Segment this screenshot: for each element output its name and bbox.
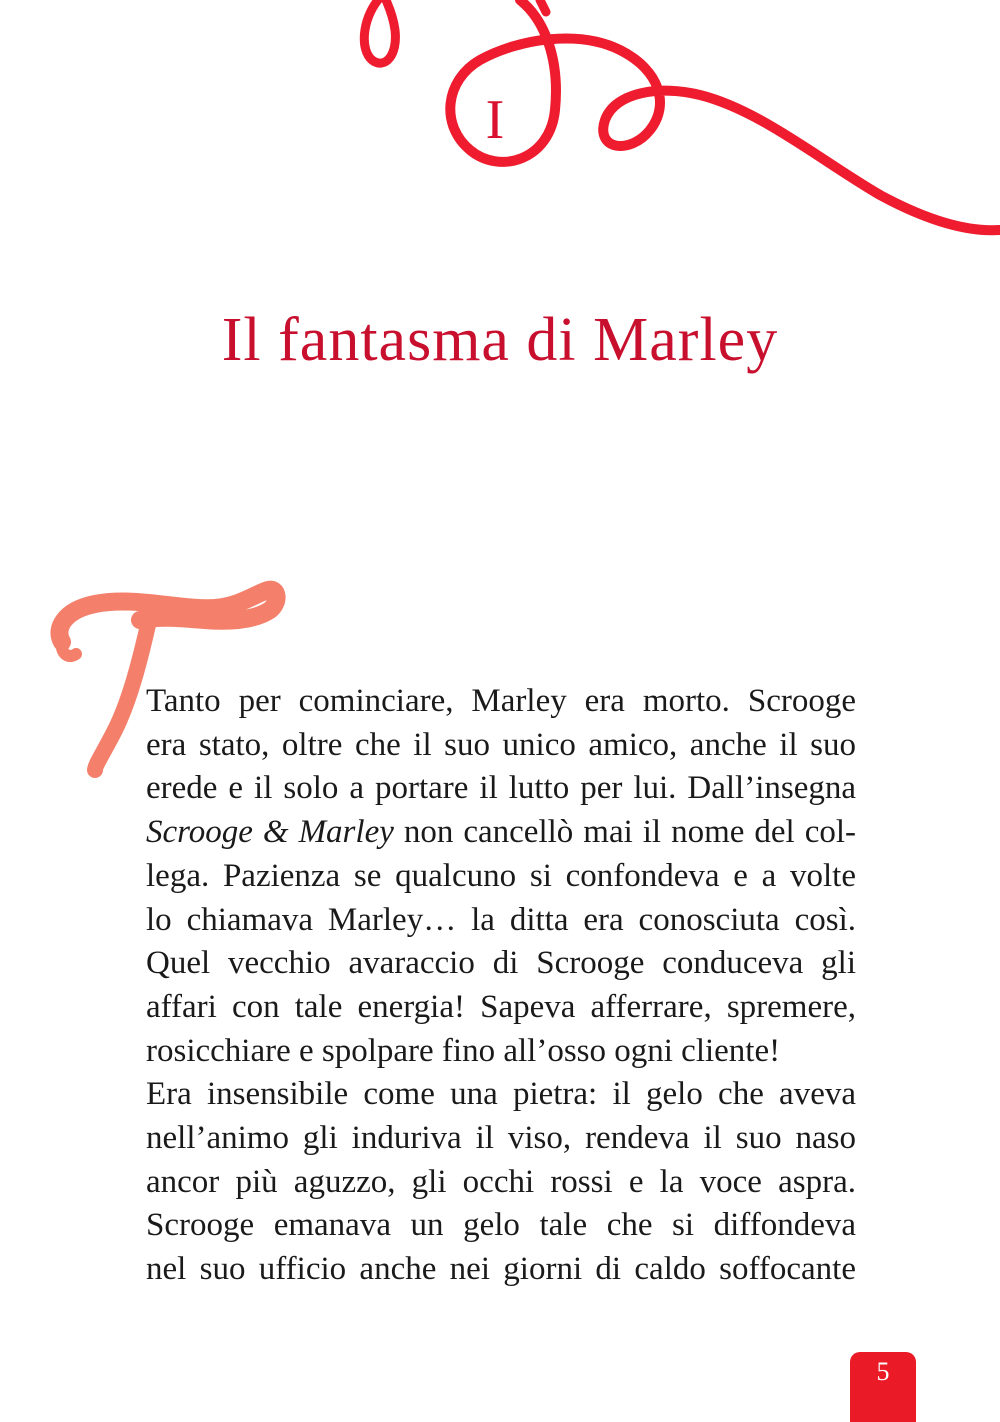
chapter-title: Il fantasma di Marley: [221, 306, 779, 374]
chapter-number: I: [485, 89, 505, 151]
body-paragraph: [146, 680, 856, 1292]
body-line: lega. Pazienza se qualcuno si confondeva e a volte: [146, 857, 856, 894]
body-line: nel suo ufficio anche nei giorni di caldo soffocante: [146, 1251, 856, 1288]
body-line: nell’animo gli induriva il viso, rendeva il suo naso: [146, 1120, 856, 1157]
body-line: Era insensibile come una pietra: il gelo che aveva: [146, 1076, 856, 1113]
body-line: [146, 811, 856, 855]
body-line: Quel vecchio avaraccio di Scrooge conduceva gli: [146, 945, 856, 982]
body-line: era stato, oltre che il suo unico amico, anche il suo: [146, 726, 856, 763]
body-line: Scrooge emanava un gelo tale che si diffondeva: [146, 1207, 856, 1244]
page-number: 5: [876, 1357, 890, 1386]
body-line: ancor più aguzzo, gli occhi rossi e la voce aspra.: [146, 1163, 856, 1200]
body-line: erede e il solo a portare il lutto per lui. Dall’insegna: [146, 770, 856, 807]
italic-firm-name: Scrooge & Marley: [146, 814, 394, 851]
body-line: rosicchiare e spolpare fino all’osso ogni cliente!: [146, 1032, 781, 1069]
body-line: affari con tale energia! Sapeva afferrare, spremere,: [146, 988, 856, 1025]
body-line-text: non cancellò mai il nome del col-: [393, 814, 857, 851]
body-line: lo chiamava Marley… la ditta era conosciuta così.: [146, 901, 856, 938]
body-line: Tanto per cominciare, Marley era morto. Scrooge: [146, 683, 856, 719]
